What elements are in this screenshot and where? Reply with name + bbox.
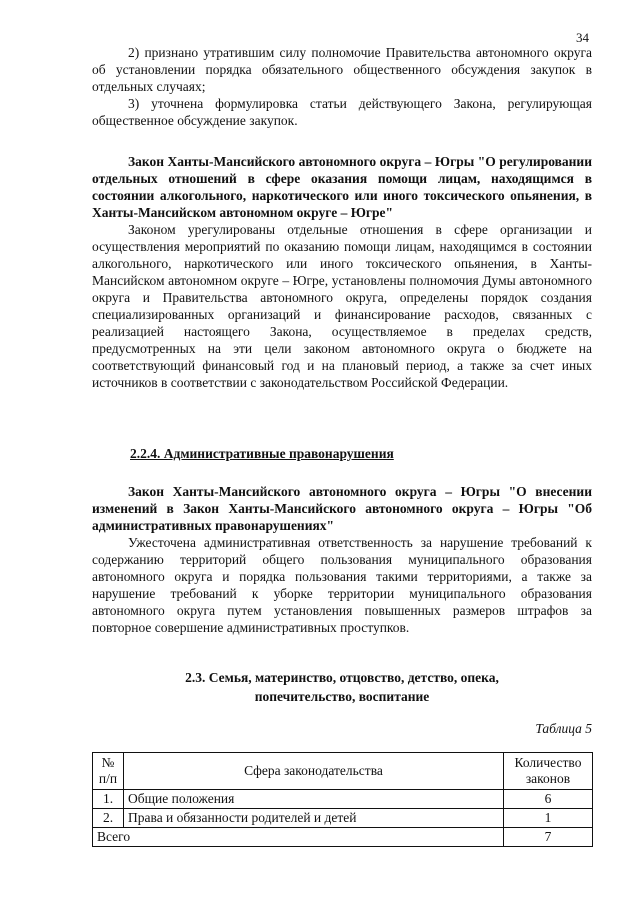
row-area: Права и обязанности родителей и детей xyxy=(124,809,504,828)
table-5 xyxy=(92,752,593,847)
header-area: Сфера законодательства xyxy=(124,753,504,790)
section-23-line2: попечительство, воспитание xyxy=(254,689,430,704)
table-row xyxy=(93,809,593,828)
section-23-heading xyxy=(92,668,592,706)
intro-list xyxy=(92,44,592,129)
table-row xyxy=(93,790,593,809)
page-number: 34 xyxy=(576,30,589,45)
law2-title: Закон Ханты-Мансийского автономного округа – Югры "О внесении изменений в Закон Ханты-Мансийского автономного округа – Югры "Об административных правонарушениях" xyxy=(92,484,592,533)
total-label: Всего xyxy=(93,828,504,847)
row-area: Общие положения xyxy=(124,790,504,809)
row-count: 6 xyxy=(504,790,593,809)
intro-item-3: 3) уточнена формулировка статьи действующего Закона, регулирующая общественное обсуждение закупок. xyxy=(92,96,592,128)
row-num: 1. xyxy=(93,790,124,809)
section-224-heading: 2.2.4. Административные правонарушения xyxy=(130,446,394,461)
law1-title: Закон Ханты-Мансийского автономного округа – Югры "О регулировании отдельных отношений в сфере оказания помощи лицам, находящимся в состоянии алкогольного, наркотического или иного токсического опьянения, в Ханты-Мансийском автономном округе – Югре" xyxy=(92,154,592,220)
law2-section xyxy=(92,483,592,636)
row-num: 2. xyxy=(93,809,124,828)
section-23-line1: 2.3. Семья, материнство, отцовство, детство, опека, xyxy=(185,670,499,685)
law1-body: Законом урегулированы отдельные отношения в сфере организации и осуществления мероприятий по оказанию помощи лицам, находящимся в состоянии алкогольного, наркотического или иного токсического опьянения, в Ханты-Мансийском автономном округе – Югре, установлены полномочия Думы автономного округа и Правительства автономного округа, определены порядок создания специализированных организаций и финансирование расходов, связанных с реализацией настоящего Закона, осуществляемое в пределах средств, предусмотренных на эти цели законом автономного округа о бюджете на соответствующий финансовый год и на плановый период, а также за счет иных источников в соответствии с законодательством Российской Федерации. xyxy=(92,222,592,390)
table-total-row xyxy=(93,828,593,847)
law2-body: Ужесточена административная ответственность за нарушение требований к содержанию территорий общего пользования муниципального образования автономного округа и порядка пользования такими территориями, а также за нарушение требований к уборке территории муниципального образования автономного округа путем установления повышенных размеров штрафов за повторное совершение административных проступков. xyxy=(92,535,592,635)
table-header-row xyxy=(93,753,593,790)
header-count: Количество законов xyxy=(504,753,593,790)
row-count: 1 xyxy=(504,809,593,828)
intro-item-2: 2) признано утратившим силу полномочие Правительства автономного округа об установлении порядка обязательного общественного обсуждения закупок в отдельных случаях; xyxy=(92,45,592,94)
total-count: 7 xyxy=(504,828,593,847)
table-caption: Таблица 5 xyxy=(535,721,592,736)
header-num: № п/п xyxy=(93,753,124,790)
law1-section xyxy=(92,153,592,391)
